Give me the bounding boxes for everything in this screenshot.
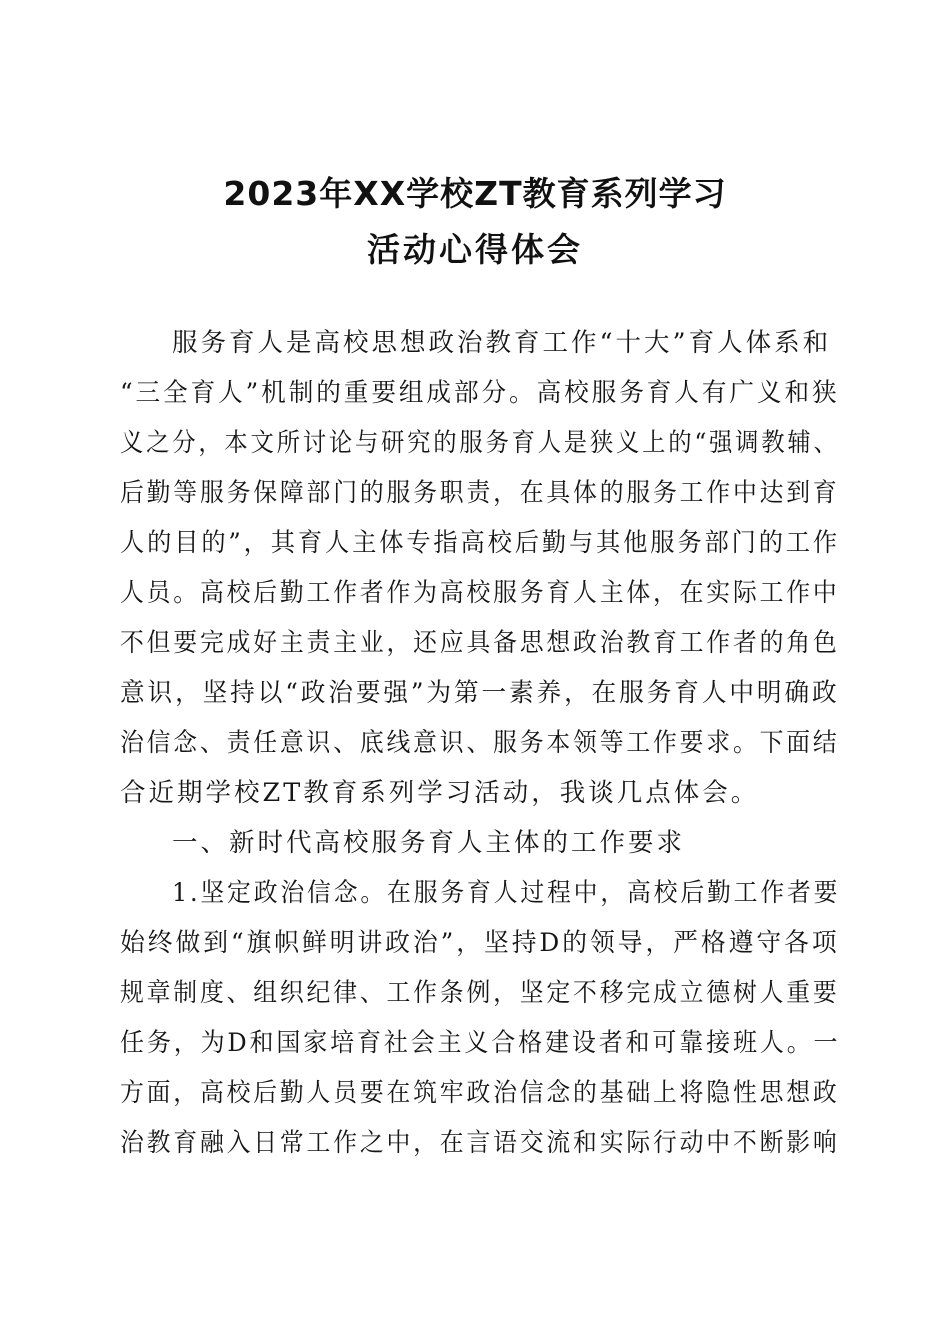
- paragraph-line: 意识，坚持以“政治要强”为第一素养，在服务育人中明确政: [120, 678, 840, 708]
- paragraph-line: 治教育融入日常工作之中，在言语交流和实际行动中不断影响: [120, 1128, 840, 1158]
- paragraph-line: 后勤等服务保障部门的服务职责，在具体的服务工作中达到育: [120, 478, 840, 508]
- paragraph-line: 治信念、责任意识、底线意识、服务本领等工作要求。下面结: [120, 728, 840, 758]
- paragraph-line: 义之分，本文所讨论与研究的服务育人是狭义上的“强调教辅、: [120, 428, 840, 458]
- paragraph-line: “三全育人”机制的重要组成部分。高校服务育人有广义和狭: [120, 378, 840, 408]
- paragraph-line: 始终做到“旗帜鲜明讲政治”，坚持D的领导，严格遵守各项: [120, 928, 840, 958]
- document-title-line-1: 2023年XX学校ZT教育系列学习: [223, 174, 727, 213]
- section-heading: 一、新时代高校服务育人主体的工作要求: [172, 828, 686, 858]
- document-title-line-2: 活动心得体会: [367, 230, 583, 269]
- paragraph-line: 方面，高校后勤人员要在筑牢政治信念的基础上将隐性思想政: [120, 1078, 840, 1108]
- paragraph-line: 规章制度、组织纪律、工作条例，坚定不移完成立德树人重要: [120, 978, 840, 1008]
- paragraph-line: 合近期学校ZT教育系列学习活动，我谈几点体会。: [120, 778, 760, 808]
- paragraph-line: 1.坚定政治信念。在服务育人过程中，高校后勤工作者要: [172, 878, 841, 908]
- paragraph-line: 人员。高校后勤工作者作为高校服务育人主体，在实际工作中: [120, 578, 840, 608]
- paragraph-line: 不但要完成好主责主业，还应具备思想政治教育工作者的角色: [120, 628, 840, 658]
- paragraph-line: 任务，为D和国家培育社会主义合格建设者和可靠接班人。一: [120, 1028, 841, 1058]
- paragraph-line: 服务育人是高校思想政治教育工作“十大”育人体系和: [172, 328, 832, 358]
- paragraph-line: 人的目的”，其育人主体专指高校后勤与其他服务部门的工作: [120, 528, 841, 558]
